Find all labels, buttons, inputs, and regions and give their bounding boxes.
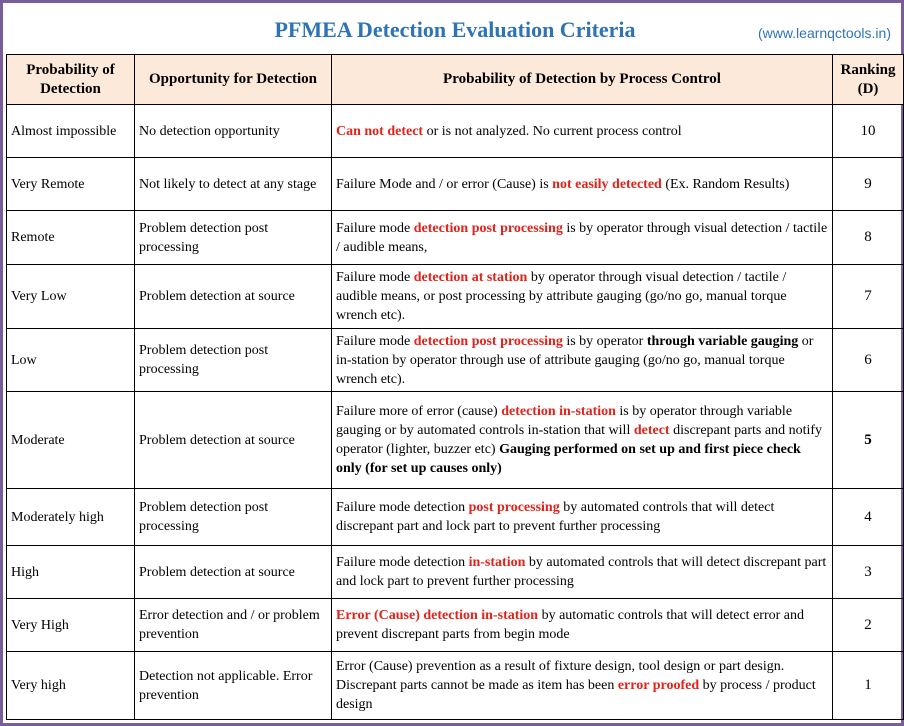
highlight-text: detection in-station bbox=[501, 404, 616, 419]
cell-opportunity: Problem detection at source bbox=[135, 546, 332, 599]
bold-text: Gauging performed on set up and first piece check only (for set up causes only) bbox=[336, 442, 801, 476]
text-segment: Failure mode bbox=[336, 270, 414, 285]
highlight-text: Can not detect bbox=[336, 123, 424, 139]
text-segment: by automated controls that will detect discrepant part and lock part to prevent further processing bbox=[336, 500, 775, 534]
text-segment: by operator through visual detection / tactile / audible means, or post processing by attribute gauging (go/no go, manual torque wrench etc). bbox=[336, 270, 787, 323]
cell-probability: Almost impossible bbox=[7, 105, 135, 158]
cell-opportunity: Detection not applicable. Error prevention bbox=[135, 652, 332, 720]
cell-opportunity: Error detection and / or problem prevention bbox=[135, 599, 332, 652]
cell-probability: Remote bbox=[7, 211, 135, 265]
text-segment: Failure mode detection bbox=[336, 555, 469, 570]
cell-ranking: 8 bbox=[833, 211, 904, 265]
cell-probability: High bbox=[7, 546, 135, 599]
highlight-text: not easily detected bbox=[552, 176, 662, 192]
table-row bbox=[7, 599, 904, 652]
text-segment: is by operator bbox=[562, 333, 647, 349]
text-segment: Failure more of error (cause) bbox=[336, 404, 502, 419]
table-row bbox=[7, 158, 904, 211]
cell-opportunity: Problem detection at source bbox=[135, 392, 332, 489]
header-ranking: Ranking (D) bbox=[833, 55, 904, 105]
cell-opportunity: Not likely to detect at any stage bbox=[135, 158, 332, 211]
text-segment: discrepant parts and notify operator (lighter, buzzer etc) bbox=[336, 423, 823, 457]
cell-ranking: 2 bbox=[833, 599, 904, 652]
table-row bbox=[7, 546, 904, 599]
text-segment: is by operator through visual detection / tactile / audible means, bbox=[336, 220, 828, 255]
cell-process-control bbox=[332, 211, 833, 265]
cell-probability: Very high bbox=[7, 652, 135, 720]
cell-process-control bbox=[332, 329, 833, 392]
text-segment: Failure mode bbox=[336, 333, 414, 349]
cell-opportunity: Problem detection at source bbox=[135, 265, 332, 329]
text-segment: by automatic controls that will detect error and prevent discrepant parts from begin mode bbox=[336, 608, 804, 642]
cell-ranking: 1 bbox=[833, 652, 904, 720]
bold-text: through variable gauging bbox=[646, 333, 799, 349]
highlight-text: error proofed bbox=[617, 678, 700, 693]
header-process-control: Probability of Detection by Process Control bbox=[332, 55, 833, 105]
text-segment: Failure mode detection bbox=[336, 500, 469, 515]
cell-ranking: 10 bbox=[833, 105, 904, 158]
cell-process-control bbox=[332, 489, 833, 546]
highlight-text: Error (Cause) detection in-station bbox=[336, 608, 539, 623]
cell-ranking: 7 bbox=[833, 265, 904, 329]
website-link[interactable]: (www.learnqctools.in) bbox=[757, 25, 891, 41]
cell-opportunity: No detection opportunity bbox=[135, 105, 332, 158]
table-row bbox=[7, 211, 904, 265]
table-row bbox=[7, 329, 904, 392]
text-segment: or is not analyzed. No current process control bbox=[423, 123, 682, 139]
text-segment: is by operator through variable gauging or by automated controls in-station that will bbox=[336, 404, 793, 438]
highlight-text: detection at station bbox=[413, 270, 528, 285]
criteria-table bbox=[6, 54, 904, 720]
cell-probability: Very High bbox=[7, 599, 135, 652]
cell-process-control bbox=[332, 105, 833, 158]
cell-process-control bbox=[332, 158, 833, 211]
text-segment: Failure Mode and / or error (Cause) is bbox=[336, 176, 553, 192]
page-title: PFMEA Detection Evaluation Criteria bbox=[274, 17, 636, 42]
table-row bbox=[7, 652, 904, 720]
cell-ranking: 9 bbox=[833, 158, 904, 211]
highlight-text: in-station bbox=[468, 555, 526, 570]
text-segment: Failure mode bbox=[336, 220, 414, 236]
table-row bbox=[7, 392, 904, 489]
cell-process-control bbox=[332, 546, 833, 599]
header-opportunity: Opportunity for Detection bbox=[135, 55, 332, 105]
cell-ranking: 6 bbox=[833, 329, 904, 392]
table-row bbox=[7, 489, 904, 546]
cell-opportunity: Problem detection post processing bbox=[135, 329, 332, 392]
table-header-row bbox=[7, 55, 904, 105]
cell-process-control bbox=[332, 265, 833, 329]
cell-ranking: 4 bbox=[833, 489, 904, 546]
text-segment: by process / product design bbox=[336, 678, 816, 712]
text-segment: by automated controls that will detect discrepant part and lock part to prevent further processing bbox=[336, 555, 827, 589]
highlight-text: detection post processing bbox=[413, 333, 563, 349]
cell-opportunity: Problem detection post processing bbox=[135, 211, 332, 265]
cell-ranking: 5 bbox=[833, 392, 904, 489]
header-probability: Probability of Detection bbox=[7, 55, 135, 105]
text-segment: or in-station by operator through use of attribute gauging (go/no go, manual torque wrench etc). bbox=[336, 333, 814, 387]
cell-process-control bbox=[332, 599, 833, 652]
highlight-text: post processing bbox=[468, 500, 560, 515]
cell-probability: Very Low bbox=[7, 265, 135, 329]
cell-probability: Very Remote bbox=[7, 158, 135, 211]
cell-probability: Moderate bbox=[7, 392, 135, 489]
highlight-text: detection post processing bbox=[413, 220, 563, 236]
cell-ranking: 3 bbox=[833, 546, 904, 599]
cell-process-control bbox=[332, 392, 833, 489]
table-row bbox=[7, 105, 904, 158]
cell-opportunity: Problem detection post processing bbox=[135, 489, 332, 546]
cell-probability: Low bbox=[7, 329, 135, 392]
text-segment: (Ex. Random Results) bbox=[661, 176, 790, 192]
text-segment: Error (Cause) prevention as a result of fixture design, tool design or part design. Discrepant parts cannot be made as item has been bbox=[336, 659, 785, 693]
highlight-text: detect bbox=[633, 423, 670, 438]
table-row bbox=[7, 265, 904, 329]
cell-process-control bbox=[332, 652, 833, 720]
cell-probability: Moderately high bbox=[7, 489, 135, 546]
